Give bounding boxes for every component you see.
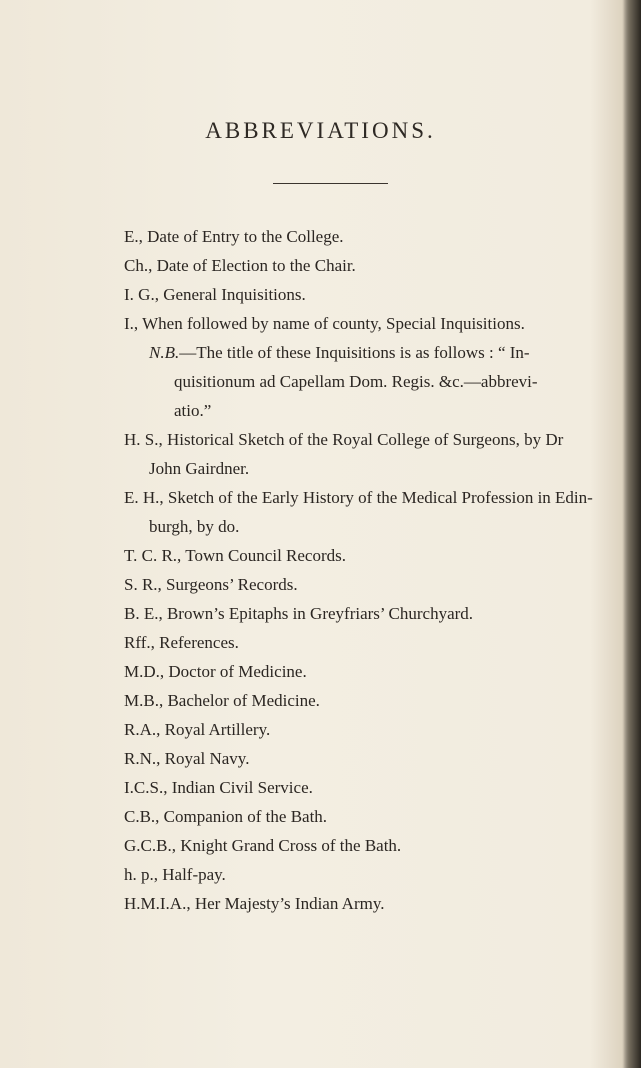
- nb-note: [124, 338, 608, 425]
- list-item: [124, 628, 608, 657]
- list-item: [124, 657, 608, 686]
- list-item: [124, 309, 608, 338]
- list-item: [124, 251, 608, 280]
- entry-line: I. G., General Inquisitions.: [124, 285, 306, 304]
- entry-line: R.A., Royal Artillery.: [124, 720, 271, 739]
- entry-line: M.B., Bachelor of Medicine.: [124, 691, 320, 710]
- list-item: [124, 831, 608, 860]
- entry-line: T. C. R., Town Council Records.: [124, 546, 347, 565]
- list-item: [124, 541, 608, 570]
- entry-line: H.M.I.A., Her Majesty’s Indian Army.: [124, 894, 385, 913]
- list-item: [124, 773, 608, 802]
- entry-line: G.C.B., Knight Grand Cross of the Bath.: [124, 836, 402, 855]
- entry-line: John Gairdner.: [149, 459, 250, 478]
- note-line: quisitionum ad Capellam Dom. Regis. &c.—abbrevi-: [174, 372, 538, 391]
- entry-line: I., When followed by name of county, Special Inquisitions.: [124, 314, 525, 333]
- entry-line: B. E., Brown’s Epitaphs in Greyfriars’ Churchyard.: [124, 604, 474, 623]
- entry-line: h. p., Half-pay.: [124, 865, 226, 884]
- list-item: [124, 744, 608, 773]
- list-item: [124, 570, 608, 599]
- entry-line: burgh, by do.: [149, 517, 240, 536]
- entry-line: E. H., Sketch of the Early History of the Medical Profession in Edin-: [124, 488, 593, 507]
- page-title: ABBREVIATIONS.: [205, 118, 436, 143]
- entry-line: Rff., References.: [124, 633, 239, 652]
- list-item: [124, 599, 608, 628]
- list-item: [124, 425, 608, 483]
- nb-label: N.B.: [149, 343, 180, 362]
- list-item: [124, 686, 608, 715]
- entry-line: S. R., Surgeons’ Records.: [124, 575, 298, 594]
- list-item: [124, 280, 608, 309]
- entry-line: Ch., Date of Election to the Chair.: [124, 256, 356, 275]
- entry-line: M.D., Doctor of Medicine.: [124, 662, 307, 681]
- list-item: [124, 889, 608, 918]
- list-item: [124, 222, 608, 251]
- list-item: [124, 715, 608, 744]
- note-line: atio.”: [174, 401, 212, 420]
- list-item: [124, 802, 608, 831]
- title-rule: [273, 183, 388, 184]
- entry-line: R.N., Royal Navy.: [124, 749, 250, 768]
- entry-line: C.B., Companion of the Bath.: [124, 807, 328, 826]
- entry-line: I.C.S., Indian Civil Service.: [124, 778, 313, 797]
- note-line: —The title of these Inquisitions is as follows : “ In-: [179, 343, 530, 362]
- list-item: [124, 860, 608, 889]
- abbreviation-list: [124, 222, 608, 918]
- entry-line: E., Date of Entry to the College.: [124, 227, 344, 246]
- page-edge-shadow: [623, 0, 641, 1068]
- list-item: [124, 483, 608, 541]
- entry-line: H. S., Historical Sketch of the Royal College of Surgeons, by Dr: [124, 430, 564, 449]
